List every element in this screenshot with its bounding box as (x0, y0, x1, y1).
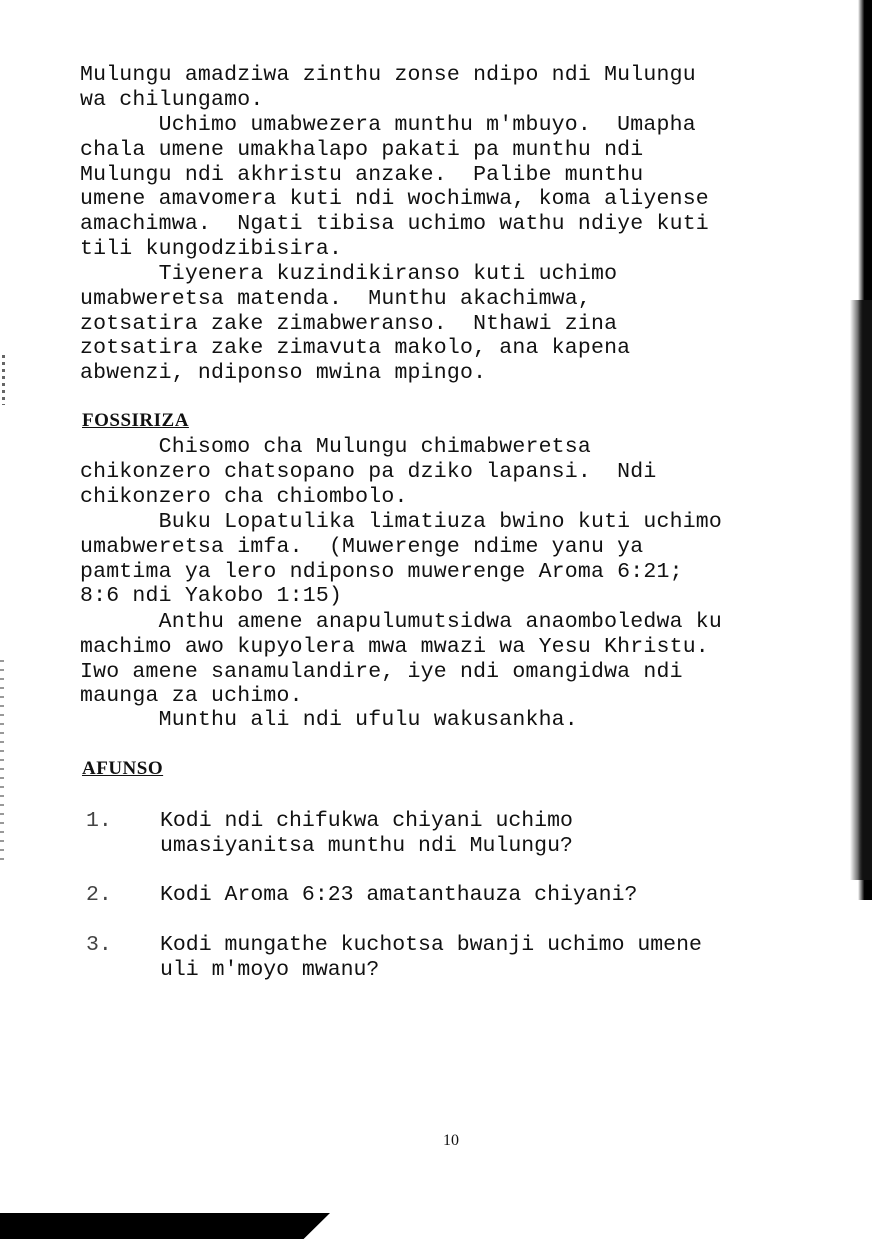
summary-paragraph-free-will: Munthu ali ndi ufulu wakusankha. (80, 708, 578, 732)
summary-paragraph-salvation: Anthu amene anapulumutsidwa anaomboledwa ku machimo awo kupyolera mwa mwazi wa Yesu Khristu. Iwo amene sanamulandire, iye ndi omangidwa ndi maunga za uchimo. (80, 610, 723, 709)
question-text: Kodi Aroma 6:23 amatanthauza chiyani? (160, 883, 638, 907)
summary-heading: FOSSIRIZA (82, 410, 189, 431)
question-number: 1. (86, 809, 112, 833)
question-text: Kodi mungathe kuchotsa bwanji uchimo umene uli m'moyo mwanu? (160, 933, 702, 982)
scan-speckle-mark (2, 355, 5, 405)
page-number: 10 (443, 1132, 459, 1149)
scan-speckle-mark (0, 660, 4, 860)
questions-heading: AFUNSO (82, 758, 164, 779)
summary-paragraph-scripture: Buku Lopatulika limatiuza bwino kuti uchimo umabweretsa imfa. (Muwerenge ndime yanu ya pamtima ya lero ndiponso muwerenge Aroma 6:21; 8:6 ndi Yakobo 1:15) (80, 510, 723, 609)
scan-edge-shadow-lower (850, 300, 872, 880)
summary-paragraph-grace: Chisomo cha Mulungu chimabweretsa chikonzero chatsopano pa dziko lapansi. Ndi chikonzero cha chiombolo. (80, 435, 657, 509)
paragraph-sin-diseases: Tiyenera kuzindikiranso kuti uchimo umabweretsa matenda. Munthu akachimwa, zotsatira zake zimabweranso. Nthawi zina zotsatira zake zimavuta makolo, ana kapena abwenzi, ndiponso mwina mpingo. (80, 262, 631, 386)
question-number: 3. (86, 933, 112, 957)
paragraph-sin-consequences: Uchimo umabwezera munthu m'mbuyo. Umapha chala umene umakhalapo pakati pa munthu ndi Mulungu ndi akhristu anzake. Palibe munthu umene amavomera kuti ndi wochimwa, koma aliyense amachimwa. Ngati tibisa uchimo wathu ndiye kuti tili kungodzibisira. (80, 113, 709, 261)
question-text: Kodi ndi chifukwa chiyani uchimo umasiyanitsa munthu ndi Mulungu? (160, 809, 573, 858)
paragraph-intro-end: Mulungu amadziwa zinthu zonse ndipo ndi Mulungu wa chilungamo. (80, 63, 696, 112)
question-number: 2. (86, 883, 112, 907)
scan-edge-bottom-shadow (0, 1213, 330, 1239)
